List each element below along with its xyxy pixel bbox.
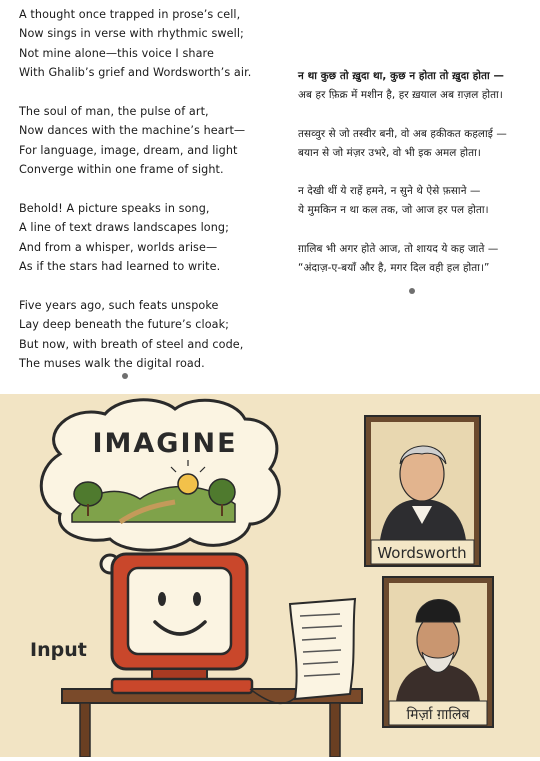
retro-computer — [112, 554, 305, 703]
poem-line: The soul of man, the pulse of art, — [19, 104, 209, 118]
poem-line: Five years ago, such feats unspoke — [19, 298, 219, 312]
poem-line: But now, with breath of steel and code, — [19, 337, 244, 351]
english-poem — [19, 5, 251, 373]
poem-line: For language, image, dream, and light — [19, 143, 238, 157]
poem-line: Now dances with the machine’s heart— — [19, 124, 246, 138]
input-label: Input — [30, 639, 87, 661]
ghalib-label: मिर्ज़ा ग़ालिब — [406, 707, 470, 723]
separator-dot — [122, 373, 128, 379]
stanza-gap — [19, 83, 251, 102]
poem-line: As if the stars had learned to write. — [19, 260, 221, 274]
poem-line: A line of text draws landscapes long; — [19, 221, 229, 235]
poem-line: With Ghalib’s grief and Wordsworth’s air. — [19, 66, 252, 80]
poem-line: न देखी थीं ये राहें हमने, न सुने थे ऐसे फ़साने — — [298, 185, 481, 198]
stanza-gap — [298, 163, 507, 182]
poem-line: Converge within one frame of sight. — [19, 163, 224, 177]
stanza-gap — [19, 180, 251, 199]
paper-scroll — [290, 599, 355, 699]
hindi-poem — [298, 67, 507, 278]
wordsworth-portrait — [365, 416, 480, 566]
poem-line: Behold! A picture speaks in song, — [19, 201, 210, 215]
stanza-gap — [298, 221, 507, 240]
poem-line: ग़ालिब भी अगर होते आज, तो शायद ये कह जाते — — [298, 242, 499, 255]
separator-dot — [409, 288, 415, 294]
poem-line: The muses walk the digital road. — [19, 357, 205, 371]
illustration — [0, 394, 540, 757]
poem-line: अब हर फ़िक्र में मशीन है, हर ख़याल अब ग़ज़ल होता। — [298, 89, 503, 102]
poem-line: तसव्वुर से जो तस्वीर बनी, वो अब हकीकत कहलाई — — [298, 127, 507, 140]
poem-line: बयान से जो मंज़र उभरे, वो भी इक अमल होता। — [298, 146, 481, 159]
stanza-gap — [19, 276, 251, 295]
wordsworth-label: Wordsworth — [377, 544, 467, 562]
poem-line: Now sings in verse with rhythmic swell; — [19, 27, 244, 41]
stanza-gap — [298, 105, 507, 124]
poem-line: And from a whisper, worlds arise— — [19, 240, 218, 254]
poem-line: Lay deep beneath the future’s cloak; — [19, 318, 230, 332]
imagine-text: IMAGINE — [92, 428, 238, 459]
poem-line: “अंदाज़-ए-बयाँ और है, मगर दिल वही हल होता।” — [298, 261, 490, 274]
poem-line: न था कुछ तो ख़ुदा था, कुछ न होता तो ख़ुदा होता — — [298, 70, 504, 82]
poem-line: A thought once trapped in prose’s cell, — [19, 8, 241, 21]
poem-line: Not mine alone—this voice I share — [19, 46, 214, 60]
ghalib-portrait — [383, 577, 493, 727]
poem-line: ये मुमकिन न था कल तक, जो आज हर पल होता। — [298, 204, 489, 217]
desk — [62, 689, 362, 757]
